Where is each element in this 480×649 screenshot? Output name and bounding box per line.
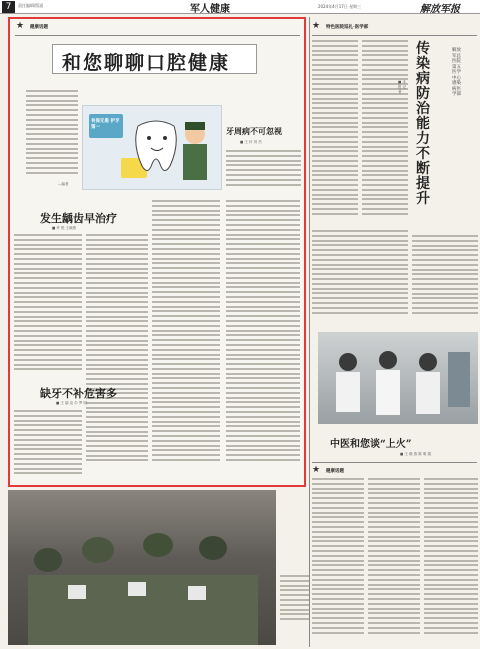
- text-column-2: [86, 234, 148, 479]
- page-number: 7: [2, 1, 15, 13]
- star-icon: ★: [16, 21, 25, 31]
- photo-caption: [280, 575, 310, 635]
- article-periodontal-title[interactable]: 牙周病不可忽视: [226, 126, 282, 136]
- page-title: 军人健康: [190, 4, 230, 15]
- article-periodontal-byline: ■ 王 轩 刘 杰: [240, 140, 262, 144]
- tcm-article-title[interactable]: 中医和您谈“上火”: [330, 439, 412, 450]
- illustration-text: 有保无患 护牙第一: [91, 119, 120, 130]
- vertical-subtitle: 解放军总医院第五医学中心感染病医学部: [452, 48, 461, 97]
- article-periodontal-lead: [226, 150, 301, 190]
- page-date: 2024年4月17日 星期三: [318, 4, 362, 9]
- feature-intro: [26, 90, 78, 180]
- tcm-article-byline: ■ 王 晓 燕 陈 明 娟: [400, 452, 431, 456]
- text-column-1b: [14, 410, 82, 480]
- soldiers-photo: [8, 490, 276, 645]
- star-icon: ★: [312, 465, 321, 475]
- column-divider: [309, 17, 310, 647]
- right-text-col-3: [412, 235, 478, 325]
- right-text-col-2: [362, 40, 408, 225]
- newspaper-logo: 解放军报: [420, 4, 460, 15]
- vertical-headline[interactable]: 传染病防治能力不断提升: [416, 41, 430, 207]
- intro-author: —编者: [58, 182, 69, 186]
- right-text-col-4: [312, 230, 408, 325]
- right-mid-rule: [312, 462, 477, 463]
- right-author: ■ 本报 记者: [398, 80, 407, 94]
- text-column-1: [14, 234, 82, 379]
- feature-rule: [15, 35, 300, 36]
- star-icon: ★: [312, 21, 321, 31]
- text-column-4: [226, 200, 300, 480]
- right-bottom-column-label: 健康话题: [326, 469, 344, 474]
- right-bottom-col-3: [424, 478, 478, 643]
- article-missing-teeth-title[interactable]: 缺牙不补危害多: [40, 387, 117, 400]
- feature-column-label: 健康话题: [30, 25, 48, 30]
- right-column-label: 特色医院巡礼·医学部: [326, 25, 369, 30]
- right-text-col-1: [312, 40, 358, 225]
- right-rule: [312, 35, 477, 36]
- text-column-3: [152, 200, 220, 480]
- right-bottom-col-1: [312, 478, 364, 643]
- feature-headline: 和您聊聊口腔健康: [62, 52, 231, 74]
- right-bottom-col-2: [368, 478, 420, 643]
- article-missing-teeth-byline: ■ 王 丽 克 尔 罗 明: [56, 401, 87, 405]
- article-caries-title[interactable]: 发生龋齿早治疗: [40, 212, 117, 225]
- medical-team-photo: [318, 332, 478, 424]
- article-caries-byline: ■ 许 悦 王晓燕: [52, 226, 77, 230]
- dental-illustration: [82, 105, 222, 190]
- page-header: [0, 0, 480, 14]
- page-section: 责任编辑/版面: [18, 3, 44, 8]
